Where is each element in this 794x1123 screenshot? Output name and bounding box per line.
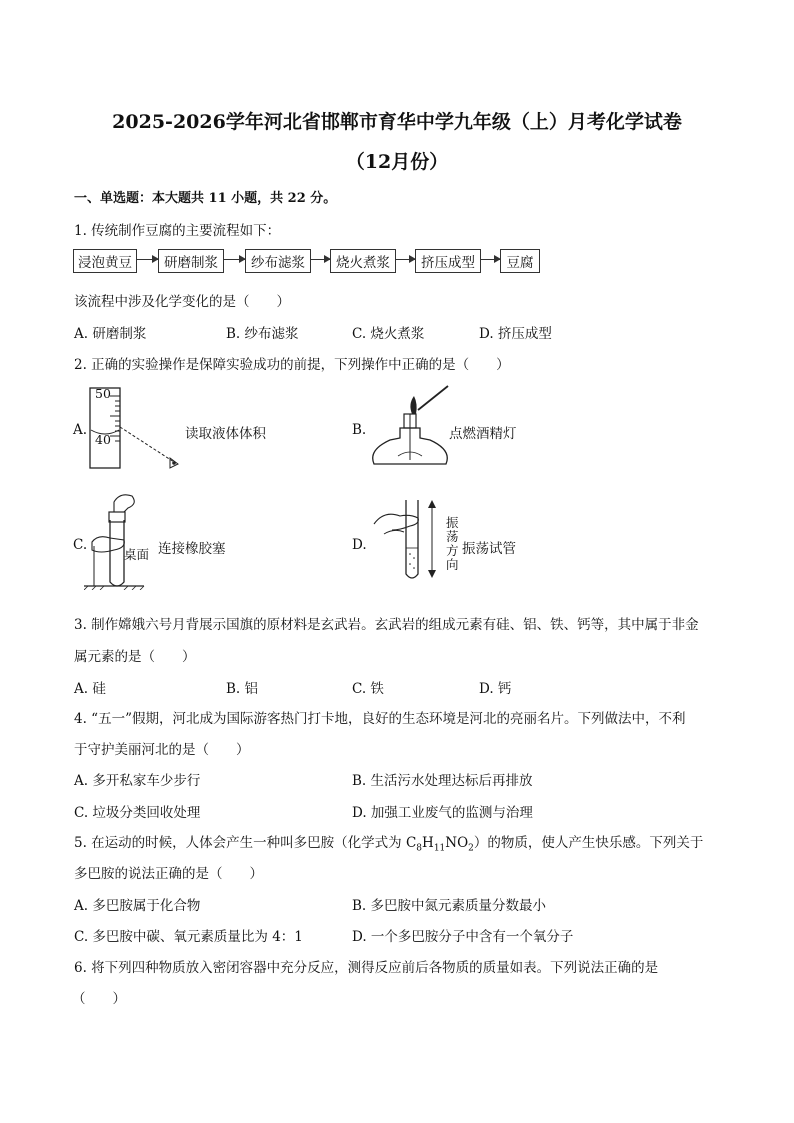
q2-option-b-letter[interactable]: B. [352,422,367,438]
q5-option-b[interactable]: B. 多巴胺中氮元素质量分数最小 [352,898,547,914]
q1-option-b[interactable]: B. 纱布滤浆 [226,326,299,342]
flow-step-3: 纱布滤浆 [245,249,311,273]
q4-line2: 于守护美丽河北的是（ ） [74,742,250,758]
q2-option-d-letter[interactable]: D. [352,537,367,553]
q4-option-a[interactable]: A. 多开私家车少步行 [74,773,201,789]
q2-option-d-caption: 振荡试管 [462,541,516,557]
cylinder-tick-40: 40 [95,432,111,447]
flow-step-6: 豆腐 [500,249,540,273]
flow-arrow [224,259,245,260]
q1-option-d[interactable]: D. 挤压成型 [479,326,552,342]
q1-stem: 1. 传统制作豆腐的主要流程如下： [74,223,281,239]
flow-arrow [311,259,330,260]
q3-option-c[interactable]: C. 铁 [352,681,384,697]
flow-arrow [137,259,158,260]
q3-option-d[interactable]: D. 钙 [479,681,512,697]
stopper-figure [84,490,154,590]
q5-option-a[interactable]: A. 多巴胺属于化合物 [74,898,201,914]
q4-line1: 4. “五一”假期，河北成为国际游客热门打卡地，良好的生态环境是河北的亮丽名片。下列做法中，不利 [74,711,686,727]
q6-line2: （ ） [72,991,126,1007]
q2-stem: 2. 正确的实验操作是保障实验成功的前提，下列操作中正确的是（ ） [74,357,510,373]
q2-option-c-letter[interactable]: C. [73,537,88,553]
flow-step-1: 浸泡黄豆 [73,249,137,273]
q1-option-a[interactable]: A. 研磨制浆 [74,326,147,342]
q3-line2: 属元素的是（ ） [74,649,196,665]
q2-option-a-caption: 读取液体体积 [185,426,266,442]
flow-step-5: 挤压成型 [415,249,481,273]
q5-line1: 5. 在运动的时候，人体会产生一种叫多巴胺（化学式为 $C_8H_{11}NO_2$）的物质，使人产生快乐感。下列关于 [74,835,704,854]
q3-option-b[interactable]: B. 铝 [226,681,259,697]
q5-line2: 多巴胺的说法正确的是（ ） [74,866,263,882]
flow-step-2: 研磨制浆 [158,249,224,273]
flow-step-4: 烧火煮浆 [330,249,396,273]
exam-title: 2025-2026学年河北省邯郸市育华中学九年级（上）月考化学试卷 [112,111,682,133]
q1-question: 该流程中涉及化学变化的是（ ） [74,294,290,310]
q1-option-c[interactable]: C. 烧火煮浆 [352,326,425,342]
desk-surface-label: 桌面 [124,547,150,562]
q2-option-b-caption: 点燃酒精灯 [449,426,517,442]
flow-arrow [481,259,500,260]
flow-arrow [396,259,415,260]
q2-option-a-letter[interactable]: A. [73,422,88,438]
cylinder-tick-50: 50 [95,386,111,401]
q2-option-c-caption: 连接橡胶塞 [158,541,226,557]
exam-subtitle: （12月份） [345,151,449,173]
q4-option-b[interactable]: B. 生活污水处理达标后再排放 [352,773,533,789]
shaking-tube-figure [370,494,450,584]
q3-option-a[interactable]: A. 硅 [74,681,106,697]
q5-option-d[interactable]: D. 一个多巴胺分子中含有一个氧分子 [352,929,574,945]
shake-direction-label: 振荡方向 [446,515,459,572]
q6-line1: 6. 将下列四种物质放入密闭容器中充分反应，测得反应前后各物质的质量如表。下列说法正确的是 [74,960,659,976]
section-heading: 一、单选题：本大题共 11 小题，共 22 分。 [74,191,337,206]
q5-option-c[interactable]: C. 多巴胺中碳、氧元素质量比为 4：1 [74,929,303,945]
q4-option-d[interactable]: D. 加强工业废气的监测与治理 [352,805,533,821]
q3-line1: 3. 制作嫦娥六号月背展示国旗的原材料是玄武岩。玄武岩的组成元素有硅、铝、铁、钙等，其中属于非金 [74,617,699,633]
alcohol-lamp-figure [368,384,458,474]
q4-option-c[interactable]: C. 垃圾分类回收处理 [74,805,201,821]
